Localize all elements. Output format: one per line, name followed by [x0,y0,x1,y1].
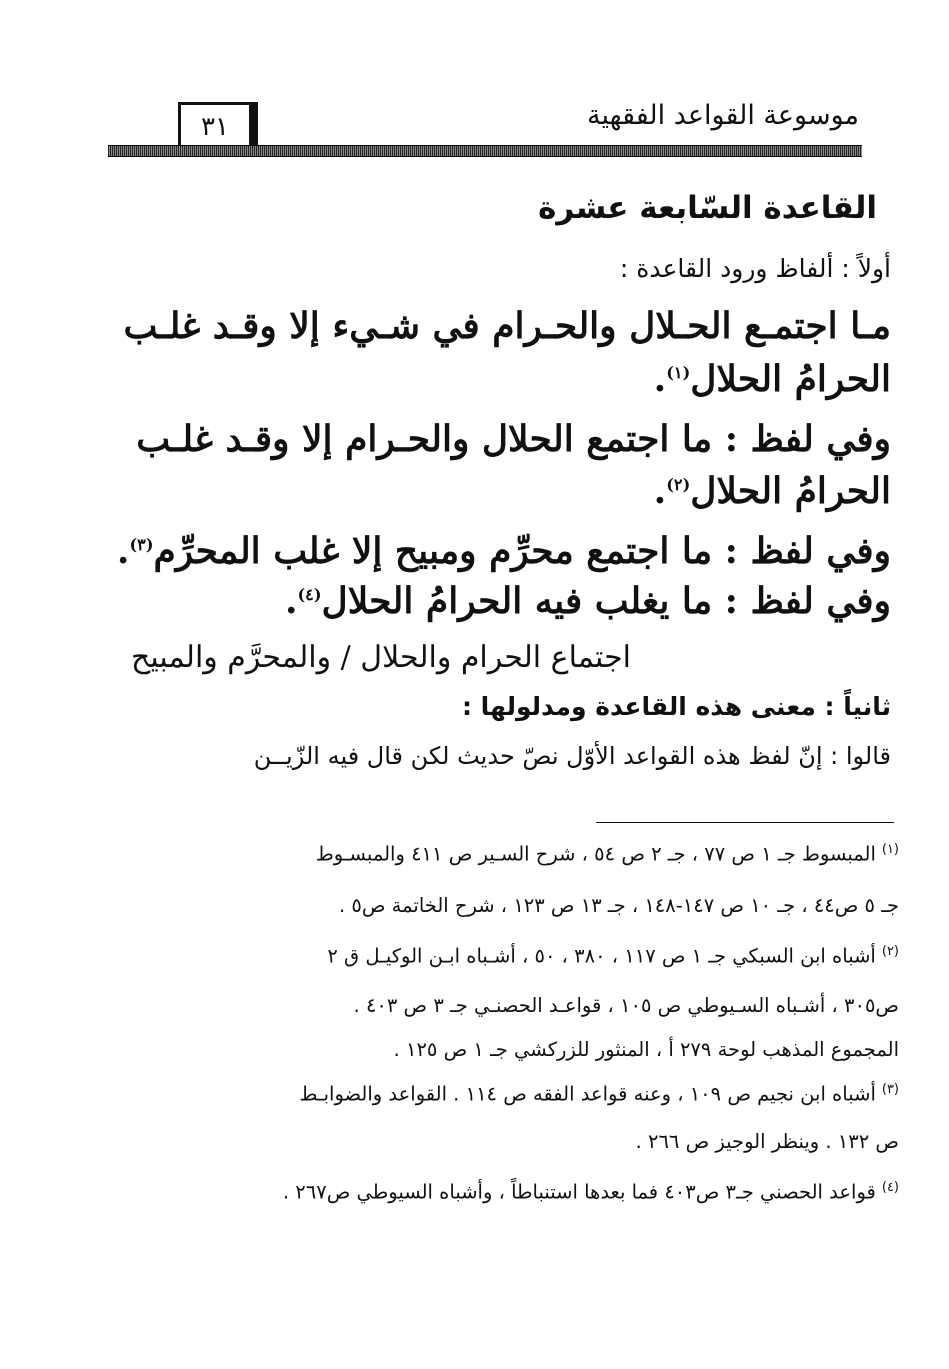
variant-2: وفي لفظ : ما اجتمع محرِّم ومبيح إلا غلب المحرِّم$^{(٣)}$. [116,530,891,572]
footnote-separator [596,822,894,823]
footnote-4 [283,1180,899,1204]
header-rule [108,145,862,157]
rule-text-line-2: الحرامُ الحلال$^{(١)}$. [653,358,891,400]
variant-3: وفي لفظ : ما يغلب فيه الحرامُ الحلال$^{(٤)}$. [284,580,891,622]
footnote-marker: (٤) [881,1180,899,1195]
rule-text: الحرامُ الحلال [690,358,891,400]
running-header-title: موسوعة القواعد الفقهية [587,100,859,131]
footnote-ref: (٢) [666,475,691,494]
footnote-ref: (٤) [297,585,322,604]
footnote-2-cont: ص٣٠٥ ، أشـباه السـيوطي ص ١٠٥ ، قواعـد الحصنـي جـ ٣ ص ٤٠٣ . [353,994,899,1017]
footnote-marker: (٣) [881,1082,899,1097]
footnote-text: قواعد الحصني جـ٣ ص٤٠٣ فما بعدها استنباطاً ، وأشباه السيوطي ص٢٦٧ . [282,1180,876,1204]
variant-1-line-1: وفي لفظ : ما اجتمع الحلال والحـرام إلا وقـد غلـب [136,418,891,460]
section2-title: ثانياً : معنى هذه القاعدة ومدلولها : [461,692,891,721]
body-paragraph: قالوا : إنّ لفظ هذه القواعد الأوّل نصّ حديث لكن قال فيه الزّيــن [253,742,891,770]
footnote-text: أشباه ابن السبكي جـ ١ ص ١١٧ ، ٣٨٠ ، ٥٠ ، أشـباه ابـن الوكيـل ق ٢ [327,944,876,968]
rule-text: وفي لفظ : ما اجتمع محرِّم ومبيح إلا غلب المحرِّم [153,530,891,572]
page-number: ٣١ [201,112,229,142]
variant-1-line-2: الحرامُ الحلال$^{(٢)}$. [653,470,891,512]
footnote-marker: (٢) [881,944,899,959]
rule-heading: القاعدة السّابعة عشرة [538,190,877,226]
section1-title: أولاً : ألفاظ ورود القاعدة : [619,254,891,283]
footnote-1 [316,842,899,866]
footnote-text: المبسوط جـ ١ ص ٧٧ ، جـ ٢ ص ٥٤ ، شرح السـير ص ٤١١ والمبسـوط [315,842,876,866]
footnote-2-cont-2: المجموع المذهب لوحة ٢٧٩ أ ، المنثور للزركشي جـ ١ ص ١٢٥ . [393,1038,899,1061]
footnote-3-cont: ص ١٣٢ . وينظر الوجيز ص ٢٦٦ . [635,1130,899,1153]
handwritten-note: اجتماع الحرام والحلال / والمحرَّم والمبيح [130,640,631,675]
footnote-marker: (١) [881,842,899,857]
footnote-ref: (٣) [129,535,154,554]
footnote-1-cont: جـ ٥ ص٤٤ ، جـ ١٠ ص ١٤٧-١٤٨ ، جـ ١٣ ص ١٢٣ ، شرح الخاتمة ص٥ . [339,894,899,917]
footnote-ref: (١) [666,363,691,382]
rule-text: وفي لفظ : ما يغلب فيه الحرامُ الحلال [321,580,891,622]
rule-text-line-1: مـا اجتمـع الحـلال والحـرام في شـيء إلا وقـد غلـب [123,305,891,347]
rule-text: الحرامُ الحلال [690,470,891,512]
footnote-2 [327,944,899,968]
footnote-3 [299,1082,899,1106]
footnote-text: أشباه ابن نجيم ص ١٠٩ ، وعنه قواعد الفقه ص ١١٤ . القواعد والضوابـط [299,1082,876,1106]
